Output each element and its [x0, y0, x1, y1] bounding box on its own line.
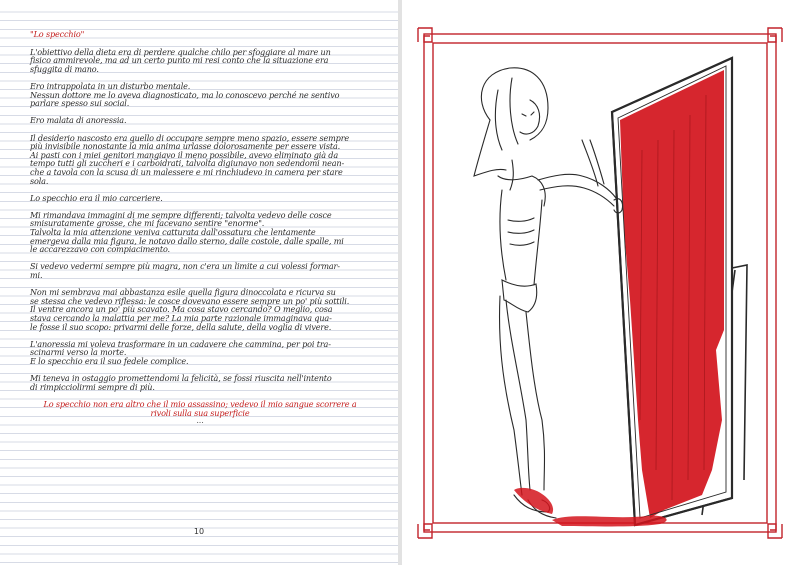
text-line: le fosse il suo scopo: privarmi delle forze, della salute, della voglia di vivere.: [30, 321, 332, 332]
closing-line: rivoli sulla sua superficie: [150, 407, 250, 418]
blood-pool: [552, 516, 667, 527]
mirror: [552, 58, 732, 527]
text-line: Mi rimandava immagini di me sempre differenti; talvolta vedevo delle cosce: [30, 209, 332, 220]
text-line: Ero intrappolata in un disturbo mentale.: [30, 80, 191, 91]
page-number: 10: [193, 527, 205, 536]
story-title: "Lo specchio": [30, 29, 85, 39]
paragraph: [30, 194, 370, 203]
text-line: smisuratamente grosse, che mi facevano sentire "enorme".: [30, 218, 265, 229]
text-line: scinarmi verso la morte.: [30, 347, 127, 358]
left-page: [0, 0, 398, 565]
paragraph: [30, 340, 370, 366]
paragraph: [30, 82, 370, 108]
paragraph: [30, 288, 370, 331]
text-line: E lo specchio era il suo fedele complice.: [30, 355, 189, 366]
text-line: sola.: [30, 175, 49, 186]
text-line: tempo tutti gli zuccheri e i carboidrati, talvolta digiunavo non sedendomi nean-: [30, 158, 345, 169]
paragraphs: [30, 48, 370, 392]
paragraph: [30, 374, 370, 391]
text-line: che a tavola con la scusa di un malessere e mi rinchiudevo in camera per stare: [30, 166, 343, 177]
text-line: più invisibile nonostante la mia anima urlasse dolorosamente per essere vista.: [30, 141, 341, 152]
text-line: Il desiderio nascosto era quello di occupare sempre meno spazio, essere sempre: [30, 132, 350, 143]
text-line: Non mi sembrava mai abbastanza esile quella figura dinoccolata e ricurva su: [30, 287, 336, 298]
right-page: [402, 0, 800, 565]
text-line: fisico ammirevole, ma ad un certo punto mi resi conto che la situazione era: [30, 55, 329, 66]
text-line: Ai pasti con i miei genitori mangiavo il meno possibile, avevo eliminato già da: [30, 149, 339, 160]
text-line: Il ventre ancora un po' più scavato. Ma cosa stavo cercando? O meglio, cosa: [30, 304, 333, 315]
text-line: L'anoressia mi voleva trasformare in un cadavere che cammina, per poi tra-: [30, 338, 331, 349]
text-line: Mi teneva in ostaggio promettendomi la felicità, se fossi riuscita nell'intento: [30, 373, 332, 384]
text-line: le accarezzavo con compiacimento.: [30, 244, 170, 255]
text-line: Nessun dottore me lo aveva diagnosticato, ma lo conoscevo perché ne sentivo: [30, 89, 340, 100]
text-line: Si vedevo vedermi sempre più magra, non c'era un limite a cui volessi formar-: [30, 261, 340, 272]
story-text: [30, 30, 370, 425]
paragraph: [30, 211, 370, 254]
text-line: Ero malata di anoressia.: [30, 115, 127, 126]
figure-sketch: [474, 68, 623, 518]
paragraph: [30, 116, 370, 125]
text-line: stava cercando la malattia per me? La mia parte razionale immaginava qua-: [30, 313, 332, 323]
text-line: di rimpicciolirmi sempre di più.: [30, 381, 155, 392]
ellipsis: ...: [196, 416, 204, 426]
closing-line: Lo specchio non era altro che il mio assassino; vedevo il mio sangue scorrere a: [43, 398, 357, 409]
paragraph: [30, 134, 370, 186]
closing-sentence: [30, 400, 370, 417]
illustration-with-frame: [402, 0, 800, 565]
text-line: Lo specchio era il mio carceriere.: [30, 192, 163, 203]
text-line: Talvolta la mia attenzione veniva catturata dall'ossatura che lentamente: [30, 227, 316, 238]
text-line: L'obiettivo della dieta era di perdere qualche chilo per sfoggiare al mare un: [30, 46, 331, 57]
text-line: sfuggita di mano.: [30, 63, 99, 74]
text-line: mi.: [30, 270, 43, 281]
text-line: parlare spesso sui social.: [30, 98, 130, 109]
paragraph: [30, 262, 370, 279]
paragraph: [30, 48, 370, 74]
text-line: emergeva dalla mia figura, le notavo dallo sterno, dalle costole, dalle spalle, mi: [30, 235, 344, 246]
text-line: se stessa che vedevo riflessa: le cosce dovevano essere sempre un po' più sottili.: [30, 295, 350, 306]
